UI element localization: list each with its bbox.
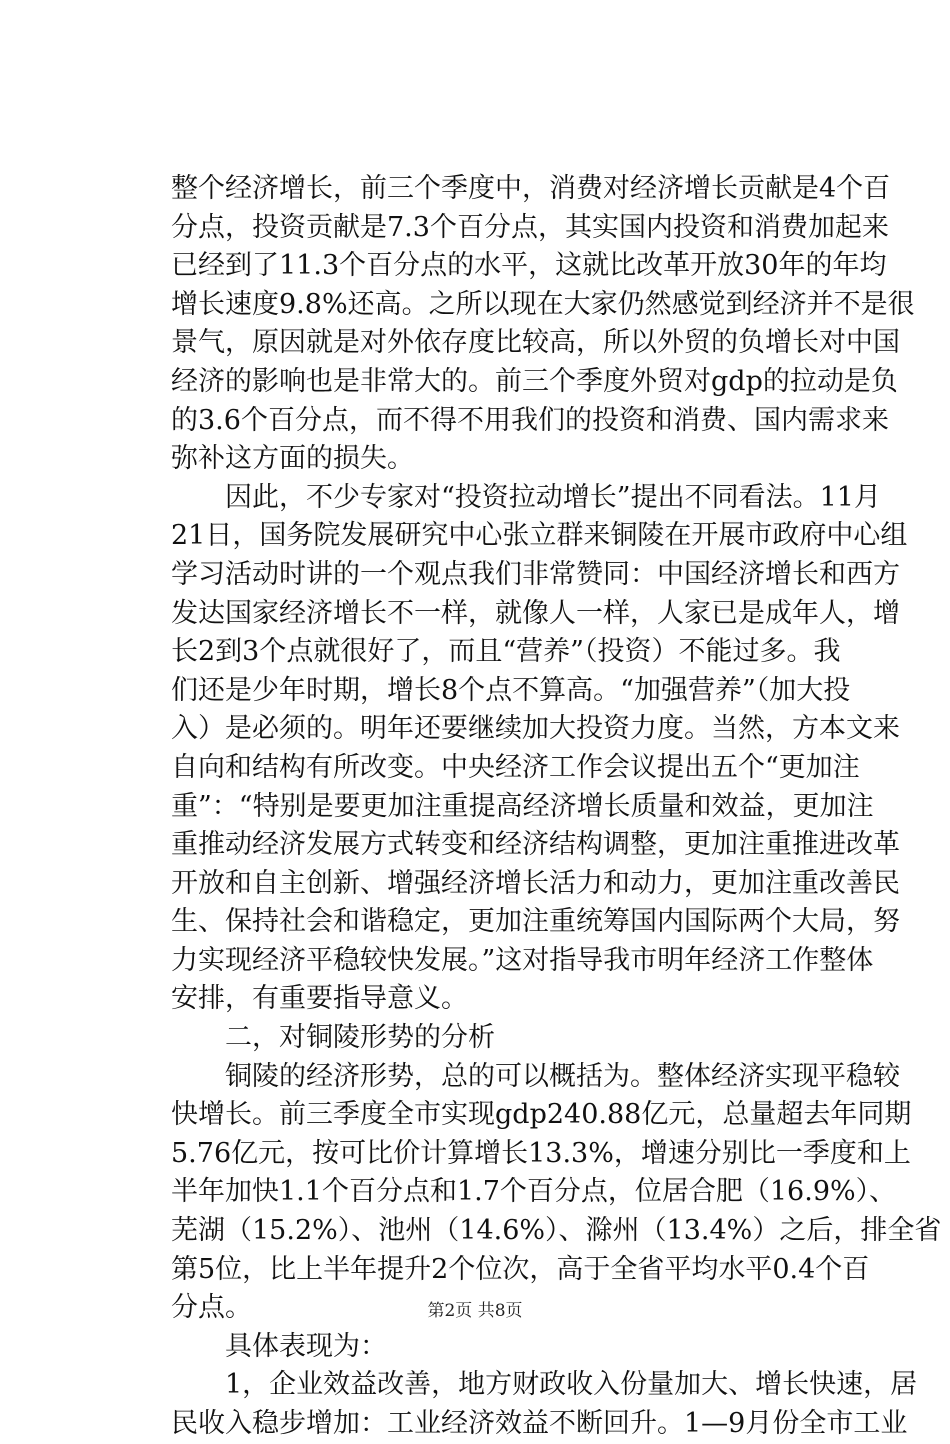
text-line: 经济的影响也是非常大的。前三个季度外贸对gdp的拉动是负 [171, 365, 898, 397]
text-line: 已经到了11.3个百分点的水平，这就比改革开放30年的年均 [171, 250, 887, 282]
text-line: 的3.6个百分点，而不得不用我们的投资和消费、国内需求来 [171, 404, 889, 436]
text-line: 们还是少年时期，增长8个点不算高。“加强营养”（加大投 [171, 674, 851, 706]
text-line: 自向和结构有所改变。中央经济工作会议提出五个“更加注 [171, 751, 860, 783]
text-line: 5.76亿元，按可比价计算增长13.3%，增速分别比一季度和上 [171, 1137, 911, 1169]
text-line: 景气，原因就是对外依存度比较高，所以外贸的负增长对中国 [171, 327, 900, 359]
text-line: 整个经济增长，前三个季度中，消费对经济增长贡献是4个百 [171, 173, 891, 204]
text-line: 半年加快1.1个百分点和1.7个百分点，位居合肥（16.9%）、 [171, 1176, 897, 1208]
page-number-footer: 第2页 共8页 [427, 1301, 523, 1321]
text-line: 开放和自主创新、增强经济增长活力和动力，更加注重改善民 [171, 867, 900, 899]
text-line: 生、保持社会和谐稳定，更加注重统筹国内国际两个大局，努 [171, 906, 900, 938]
text-line: 分点。 [171, 1292, 252, 1324]
text-line: 分点，投资贡献是7.3个百分点，其实国内投资和消费加起来 [171, 211, 889, 243]
text-line: 弥补这方面的损失。 [171, 443, 414, 475]
text-line: 安排，有重要指导意义。 [171, 983, 468, 1015]
text-line: 芜湖（15.2%）、池州（14.6%）、滁州（13.4%）之后，排全省 [171, 1215, 942, 1247]
text-line: 学习活动时讲的一个观点我们非常赞同：中国经济增长和西方 [171, 558, 900, 590]
section-heading: 二，对铜陵形势的分析 [171, 1022, 495, 1054]
text-line: 重”：“特别是要更加注重提高经济增长质量和效益，更加注 [171, 790, 874, 822]
text-line: 入）是必须的。明年还要继续加大投资力度。当然，方本文来 [171, 713, 900, 745]
text-line: 发达国家经济增长不一样，就像人一样，人家已是成年人，增 [171, 597, 900, 629]
text-line: 因此，不少专家对“投资拉动增长”提出不同看法。11月 [171, 481, 881, 513]
text-line: 铜陵的经济形势，总的可以概括为。整体经济实现平稳较 [171, 1060, 900, 1092]
text-line: 长2到3个点就很好了，而且“营养”（投资）不能过多。我 [171, 636, 841, 668]
text-line: 民收入稳步增加：工业经济效益不断回升。1—9月份全市工业 [171, 1408, 908, 1439]
text-line: 1，企业效益改善，地方财政收入份量加大、增长快速，居 [171, 1369, 918, 1401]
document-body [171, 170, 942, 1444]
text-line: 21日，国务院发展研究中心张立群来铜陵在开展市政府中心组 [171, 520, 908, 552]
text-line: 具体表现为： [171, 1330, 387, 1362]
text-line: 增长速度9.8%还高。之所以现在大家仍然感觉到经济并不是很 [171, 288, 915, 320]
text-line: 重推动经济发展方式转变和经济结构调整，更加注重推进改革 [171, 829, 900, 861]
text-line: 快增长。前三季度全市实现gdp240.88亿元，总量超去年同期 [171, 1099, 912, 1131]
text-line: 第5位，比上半年提升2个位次，高于全省平均水平0.4个百 [171, 1253, 870, 1285]
text-line: 力实现经济平稳较快发展。”这对指导我市明年经济工作整体 [171, 944, 874, 976]
